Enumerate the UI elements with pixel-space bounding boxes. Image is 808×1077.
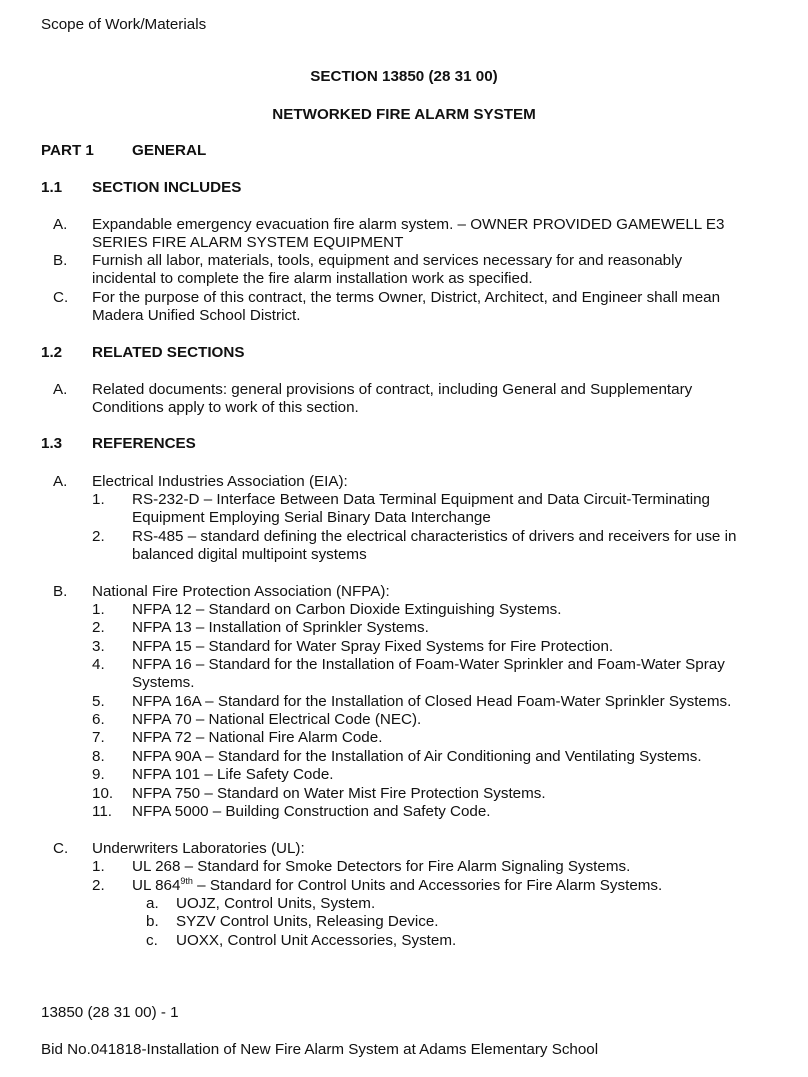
item-1-2-a-line-2: Conditions apply to work of this section.: [92, 399, 359, 416]
item-1-1-b-line-2: incidental to complete the fire alarm installation work as specified.: [92, 270, 533, 287]
part-number: PART 1: [41, 142, 94, 159]
item-1-2-a-label: A.: [53, 381, 68, 398]
eia-item-1-number: 1.: [92, 491, 105, 508]
nfpa-item-text-continued: Systems.: [132, 674, 195, 691]
eia-item-2-line-1: RS-485 – standard defining the electrical characteristics of drivers and receivers for use in: [132, 528, 737, 545]
item-1-1-c-line-1: For the purpose of this contract, the terms Owner, District, Architect, and Engineer shall mean: [92, 289, 721, 306]
item-1-3-c-label: C.: [53, 840, 69, 857]
ul-item-2-text: [132, 877, 662, 895]
footer-page-number: 13850 (28 31 00) - 1: [41, 1004, 179, 1021]
nfpa-item-number: 7.: [92, 729, 105, 746]
nfpa-item-text: NFPA 90A – Standard for the Installation of Air Conditioning and Ventilating Systems.: [132, 748, 702, 765]
ul-item-1-text: UL 268 – Standard for Smoke Detectors for Fire Alarm Signaling Systems.: [132, 858, 631, 875]
ul-subitem-letter: b.: [146, 913, 159, 930]
ul-edition-superscript: 9th: [180, 875, 193, 886]
nfpa-item-text: NFPA 15 – Standard for Water Spray Fixed Systems for Fire Protection.: [132, 638, 614, 655]
nfpa-item-text: NFPA 5000 – Building Construction and Safety Code.: [132, 803, 491, 820]
item-1-3-a-label: A.: [53, 473, 68, 490]
ul-item-2-number: 2.: [92, 877, 105, 894]
item-1-1-c-label: C.: [53, 289, 69, 306]
eia-item-1-line-1: RS-232-D – Interface Between Data Terminal Equipment and Data Circuit-Terminating: [132, 491, 710, 508]
ul-subitem-text: UOXX, Control Unit Accessories, System.: [176, 932, 457, 949]
nfpa-item-text: NFPA 72 – National Fire Alarm Code.: [132, 729, 383, 746]
nfpa-item-number: 9.: [92, 766, 105, 783]
nfpa-item-text: NFPA 16 – Standard for the Installation of Foam-Water Sprinkler and Foam-Water Spray: [132, 656, 725, 673]
ul-subitem-text: UOJZ, Control Units, System.: [176, 895, 376, 912]
section-1-2-number: 1.2: [41, 344, 63, 361]
part-title: GENERAL: [132, 142, 207, 159]
section-1-1-number: 1.1: [41, 179, 63, 196]
section-1-3-number: 1.3: [41, 435, 63, 452]
eia-item-1-line-2: Equipment Employing Serial Binary Data Interchange: [132, 509, 491, 526]
item-1-3-c-title: Underwriters Laboratories (UL):: [92, 840, 305, 857]
ul-subitem-text: SYZV Control Units, Releasing Device.: [176, 913, 439, 930]
header-label: Scope of Work/Materials: [41, 16, 207, 33]
item-1-3-b-label: B.: [53, 583, 68, 600]
nfpa-item-number: 3.: [92, 638, 105, 655]
nfpa-item-text: NFPA 13 – Installation of Sprinkler Systems.: [132, 619, 429, 636]
item-1-1-a-line-2: SERIES FIRE ALARM SYSTEM EQUIPMENT: [92, 234, 404, 251]
nfpa-item-text: NFPA 16A – Standard for the Installation of Closed Head Foam-Water Sprinkler Systems.: [132, 693, 732, 710]
nfpa-item-text: NFPA 12 – Standard on Carbon Dioxide Extinguishing Systems.: [132, 601, 562, 618]
item-1-2-a-line-1: Related documents: general provisions of contract, including General and Supplementary: [92, 381, 693, 398]
item-1-1-b-line-1: Furnish all labor, materials, tools, equipment and services necessary for and reasonably: [92, 252, 683, 269]
eia-item-2-line-2: balanced digital multipoint systems: [132, 546, 367, 563]
ul-item-1-number: 1.: [92, 858, 105, 875]
item-1-1-c-line-2: Madera Unified School District.: [92, 307, 301, 324]
item-1-1-a-label: A.: [53, 216, 68, 233]
nfpa-item-number: 5.: [92, 693, 105, 710]
item-1-1-a-line-1: Expandable emergency evacuation fire alarm system. – OWNER PROVIDED GAMEWELL E3: [92, 216, 725, 233]
footer-bid-info: Bid No.041818-Installation of New Fire Alarm System at Adams Elementary School: [41, 1041, 599, 1058]
nfpa-item-number: 1.: [92, 601, 105, 618]
item-1-3-a-title: Electrical Industries Association (EIA):: [92, 473, 348, 490]
nfpa-item-text: NFPA 70 – National Electrical Code (NEC).: [132, 711, 422, 728]
nfpa-item-number: 4.: [92, 656, 105, 673]
nfpa-item-number: 8.: [92, 748, 105, 765]
ul-item-2-description: – Standard for Control Units and Accessories for Fire Alarm Systems.: [192, 877, 663, 894]
nfpa-item-number: 6.: [92, 711, 105, 728]
nfpa-item-text: NFPA 101 – Life Safety Code.: [132, 766, 334, 783]
section-1-3-title: REFERENCES: [92, 435, 196, 452]
nfpa-item-number: 11.: [92, 803, 112, 820]
nfpa-item-number: 2.: [92, 619, 105, 636]
nfpa-item-number: 10.: [92, 785, 114, 802]
section-subtitle: NETWORKED FIRE ALARM SYSTEM: [272, 106, 536, 123]
ul-864-label: UL 864: [132, 877, 181, 894]
section-1-2-title: RELATED SECTIONS: [92, 344, 245, 361]
item-1-1-b-label: B.: [53, 252, 68, 269]
section-1-1-title: SECTION INCLUDES: [92, 179, 242, 196]
item-1-3-b-title: National Fire Protection Association (NFPA):: [92, 583, 390, 600]
eia-item-2-number: 2.: [92, 528, 105, 545]
ul-subitem-letter: a.: [146, 895, 159, 912]
section-title: SECTION 13850 (28 31 00): [310, 68, 498, 85]
ul-subitem-letter: c.: [146, 932, 158, 949]
nfpa-item-text: NFPA 750 – Standard on Water Mist Fire Protection Systems.: [132, 785, 546, 802]
